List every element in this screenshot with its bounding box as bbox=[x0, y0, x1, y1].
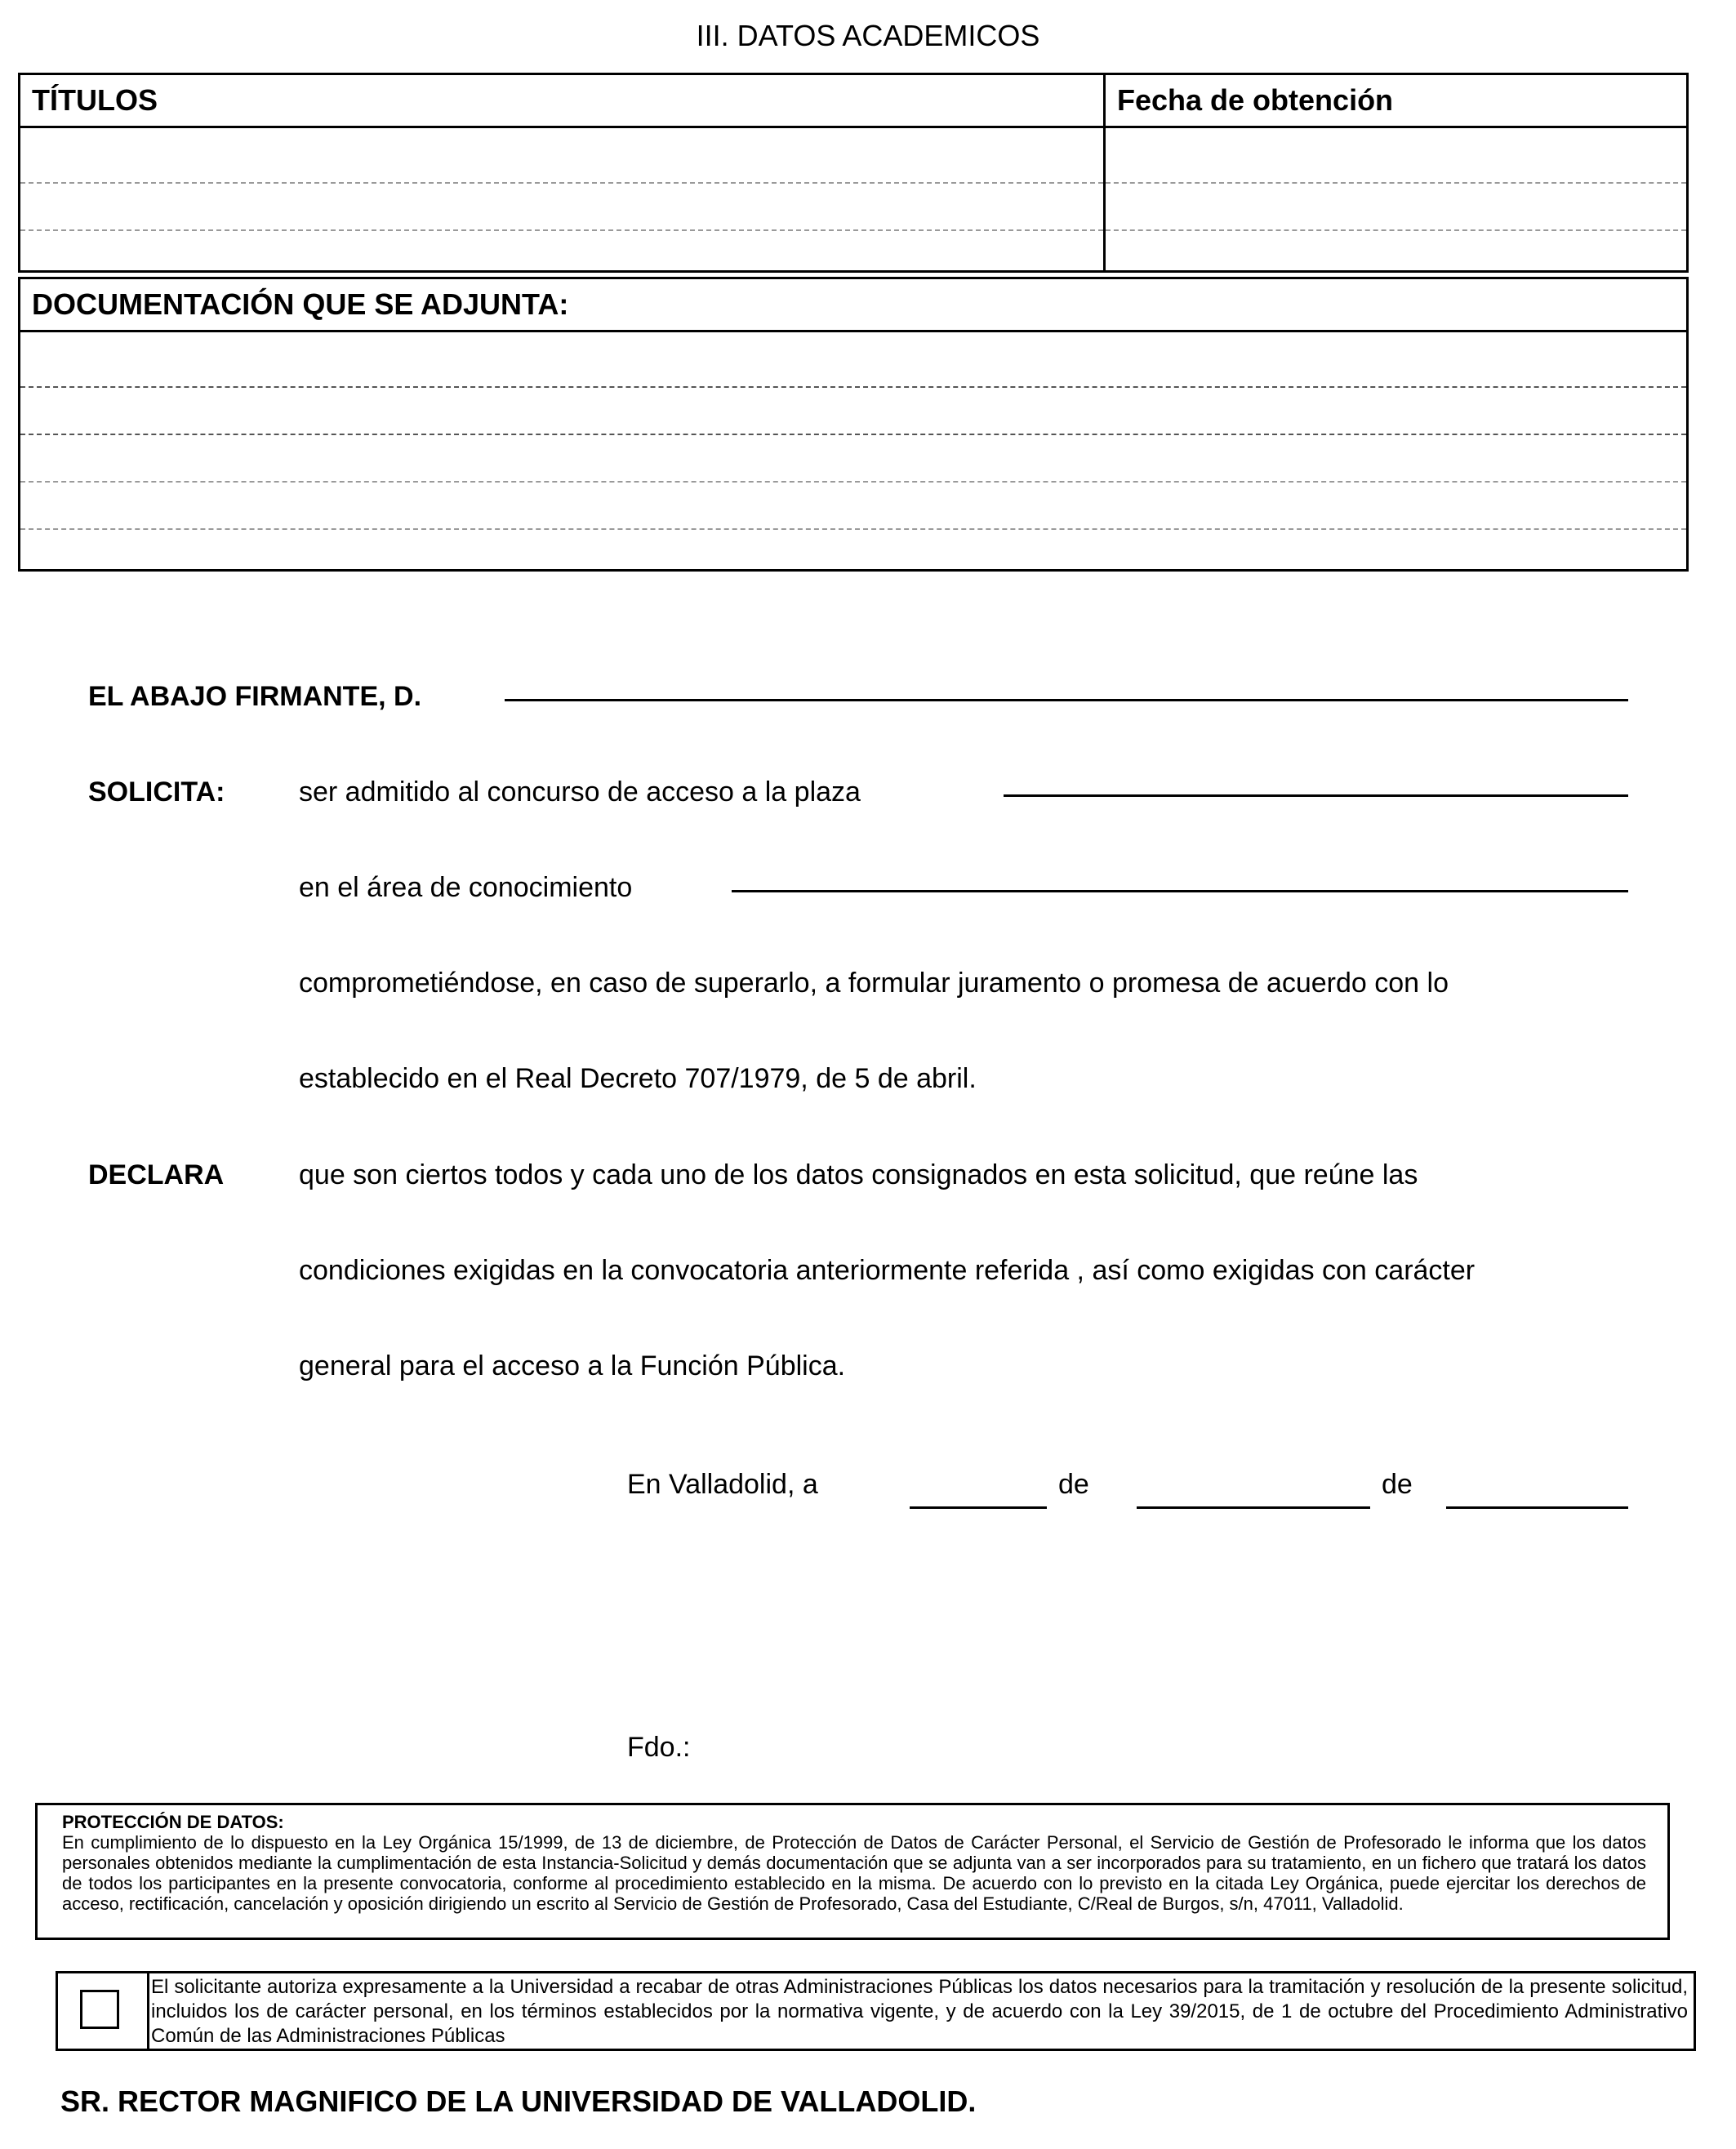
autorizacion-checkbox[interactable] bbox=[80, 1990, 119, 2029]
documentacion-input-area[interactable] bbox=[20, 331, 1688, 571]
declara-line-1: que son ciertos todos y cada uno de los datos consignados en esta solicitud, que reúne las bbox=[299, 1159, 1418, 1190]
area-conocimiento-line[interactable] bbox=[732, 890, 1628, 892]
solicita-label: SOLICITA: bbox=[88, 776, 225, 808]
solicita-line-3: comprometiéndose, en caso de superarlo, a formular juramento o promesa de acuerdo con lo bbox=[299, 968, 1449, 999]
autorizacion-box bbox=[56, 1971, 1696, 2051]
documentacion-table bbox=[18, 277, 1689, 572]
autorizacion-divider bbox=[147, 1973, 149, 2049]
fecha-obtencion-header: Fecha de obtención bbox=[1105, 74, 1688, 127]
fecha-obtencion-input-area[interactable] bbox=[1105, 127, 1688, 272]
plaza-line[interactable] bbox=[1004, 794, 1628, 797]
mes-line[interactable] bbox=[1137, 1506, 1370, 1509]
dia-line[interactable] bbox=[910, 1506, 1047, 1509]
solicita-line-4: establecido en el Real Decreto 707/1979, de 5 de abril. bbox=[299, 1063, 977, 1094]
declara-line-2: condiciones exigidas en la convocatoria anteriormente referida , así como exigidas con carácter bbox=[299, 1255, 1476, 1286]
proteccion-datos-text: En cumplimiento de lo dispuesto en la Ley Orgánica 15/1999, de 13 de diciembre, de Protección de Datos de Carácter Personal, el Servicio de Gestión de Profesorado le informa que los datos personales obtenidos mediante la cumplimentación de esta Instancia-Solicitud y demás documentación que se adjunta van a ser incorporados para su tratamiento, en un fichero que tratará los datos de todos los participantes en la presente convocatoria, conforme al procedimiento establecido en la misma. De acuerdo con lo previsto en la citada Ley Orgánica, puede ejercitar los derechos de acceso, rectificación, cancelación y oposición dirigiendo un escrito al Servicio de Gestión de Profesorado, Casa del Estudiante, C/Real de Burgos, s/n, 47011, Valladolid. bbox=[62, 1832, 1646, 1914]
destinatario: SR. RECTOR MAGNIFICO DE LA UNIVERSIDAD DE VALLADOLID. bbox=[60, 2084, 977, 2118]
declara-line-3: general para el acceso a la Función Pública. bbox=[299, 1350, 846, 1382]
autorizacion-text: El solicitante autoriza expresamente a la Universidad a recabar de otras Administraciones Públicas los datos necesarios para la tramitación y resolución de la presente solicitud, incluidos los de carácter personal, en los términos establecidos por la normativa vigente, y de acuerdo con la Ley 39/2015, de 1 de octubre del Procedimiento Administrativo Común de las Administraciones Públicas bbox=[151, 1976, 1688, 2047]
anio-line[interactable] bbox=[1446, 1506, 1628, 1509]
fecha-prefix: En Valladolid, a bbox=[627, 1469, 818, 1500]
firma-label: Fdo.: bbox=[627, 1732, 691, 1763]
titulos-input-area[interactable] bbox=[20, 127, 1105, 272]
fecha-de-2: de bbox=[1382, 1469, 1413, 1500]
firmante-label: EL ABAJO FIRMANTE, D. bbox=[88, 681, 422, 712]
firmante-name-line[interactable] bbox=[505, 699, 1628, 701]
titulos-table bbox=[18, 73, 1689, 273]
solicita-line-2: en el área de conocimiento bbox=[299, 872, 633, 903]
solicita-line-1: ser admitido al concurso de acceso a la plaza bbox=[299, 776, 861, 808]
declara-label: DECLARA bbox=[88, 1159, 225, 1190]
proteccion-datos-title: PROTECCIÓN DE DATOS: bbox=[62, 1812, 284, 1832]
titulos-header: TÍTULOS bbox=[20, 74, 1105, 127]
fecha-de-1: de bbox=[1058, 1469, 1089, 1500]
proteccion-datos-box bbox=[35, 1803, 1670, 1940]
section-title: III. DATOS ACADEMICOS bbox=[696, 19, 1040, 52]
documentacion-header: DOCUMENTACIÓN QUE SE ADJUNTA: bbox=[20, 278, 1688, 331]
